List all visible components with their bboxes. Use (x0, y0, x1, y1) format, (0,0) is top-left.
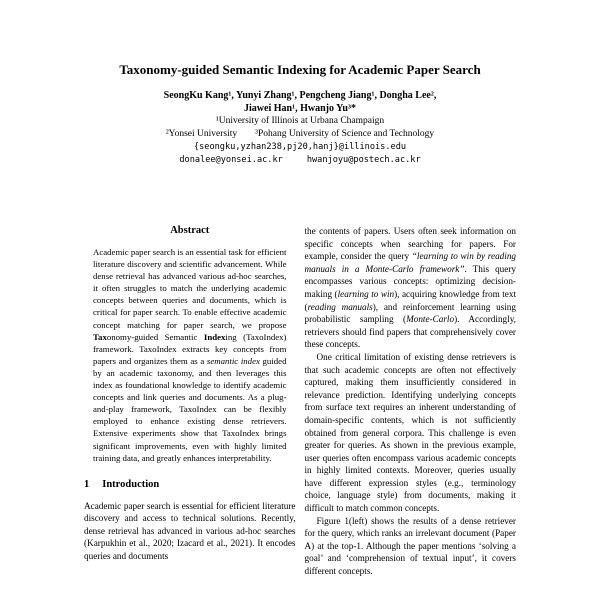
left-column (84, 225, 296, 578)
email-line-1 (0, 141, 600, 154)
two-column-body (0, 225, 600, 578)
intro-paragraph-1: Academic paper search is essential for efficient literature discovery and access to technical solutions. Recently, dense retrieval has advanced in various ad-hoc searches (Karpukhin et al., 2020; Izacard et al., 2021). It encodes queries and documents (84, 500, 296, 562)
affiliation-line-1 (0, 115, 600, 128)
section-1-heading (84, 479, 296, 491)
section-1-title: Introduction (102, 478, 160, 490)
right-paragraph-3: Figure 1(left) shows the results of a dense retriever for the query, which ranks an irrelevant document (Paper A) at the top-1. Although the paper mentions ‘solving a goal’ and ‘comprehension of textual input’, it covers different concepts. (304, 515, 516, 577)
authors-line-1: SeongKu Kang¹, Yunyi Zhang¹, Pengcheng Jiang¹, Dongha Lee², (163, 90, 437, 101)
author-block (0, 89, 600, 115)
affiliation-postech: ³Pohang University of Science and Technology (255, 129, 435, 139)
email-illinois: {seongku,yzhan238,pj20,hanj}@illinois.edu (193, 142, 407, 152)
section-1-number: 1 (84, 478, 90, 490)
email-line-2 (0, 154, 600, 167)
paper-title: Taxonomy-guided Semantic Indexing for Academic Paper Search (119, 62, 481, 77)
right-column (305, 225, 517, 578)
email-postech: hwanjoyu@postech.ac.kr (306, 155, 421, 165)
right-paragraph-2: One critical limitation of existing dense retrievers is that such academic concepts are often not effectively captured, making them insufficiently considered in relevance prediction. Identifying underlying concepts from surface text requires an inherent understanding of domain-specific contents, which is not sufficiently obtained from general corpora. This challenge is even greater for queries. As shown in the previous example, user queries often encompass various academic concepts in highly limited contexts. Moreover, queries usually have different expression styles (e.g., terminology choice, language style) from documents, making it difficult to match common concepts. (304, 351, 516, 514)
abstract-heading: Abstract (170, 225, 210, 236)
right-paragraph-1: the contents of papers. Users often seek information on specific concepts when searching for papers. For example, consider the query “learning to win by reading manuals in a Monte-Carlo framework”. This query encompasses various concepts: optimizing decision-making (learning to win), acquiring knowledge from text (reading manuals), and reinforcement learning using probabilistic sampling (Monte-Carlo). Accordingly, retrievers should find papers that comprehensively cover these concepts. (304, 226, 517, 350)
affiliation-line-2 (0, 128, 600, 141)
abstract-text: Academic paper search is an essential task for efficient literature discovery and scientific advancement. While dense retrieval has advanced various ad-hoc searches, it often struggles to match the underlying academic concepts between queries and documents, which is critical for paper search. To enable effective academic concept matching for paper search, we propose Taxonomy-guided Semantic Indexing (TaxoIndex) framework. TaxoIndex extracts key concepts from papers and organizes them as a semantic index guided by an academic taxonomy, and then leverages this index as foundational knowledge to identify academic concepts and link queries and documents. As a plug-and-play framework, TaxoIndex can be flexibly employed to enhance existing dense retrievers. Extensive experiments show that TaxoIndex brings significant improvements, even with highly limited training data, and greatly enhances interpretability. (93, 247, 287, 463)
email-yonsei: donalee@yonsei.ac.kr (179, 155, 283, 165)
affiliation-yonsei: ²Yonsei University (165, 129, 238, 139)
authors-line-2: Jiawei Han¹, Hwanjo Yu³* (244, 103, 356, 114)
affiliation-uiuc: ¹University of Illinois at Urbana Champaign (215, 116, 385, 126)
